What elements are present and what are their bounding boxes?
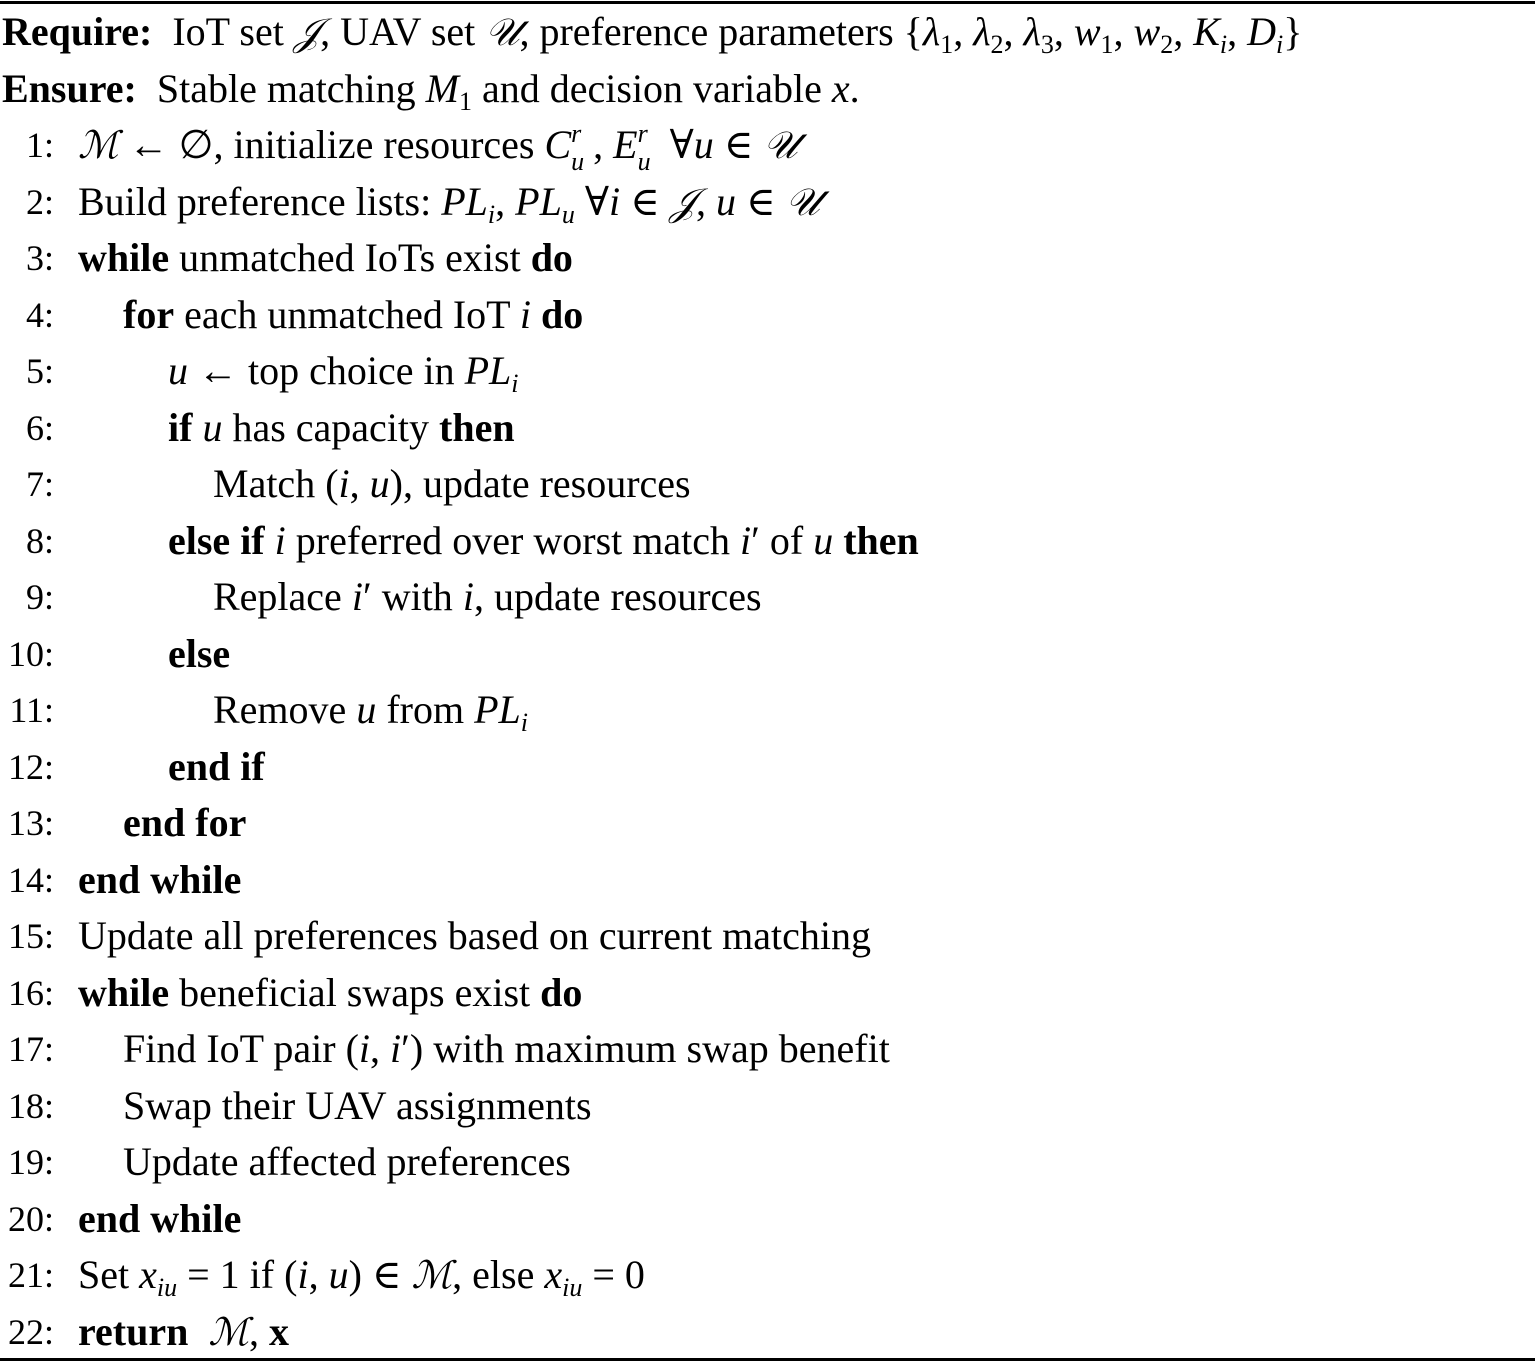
line-number: 5: [25, 351, 54, 391]
require-line [0, 4, 1535, 61]
line-text: Find IoT pair (i, i′) with maximum swap benefit [123, 1026, 890, 1071]
line-number: 9: [25, 577, 54, 617]
line-number: 12: [7, 746, 54, 787]
line-number: 11: [9, 690, 54, 730]
line-text: while beneficial swaps exist do [78, 969, 583, 1015]
algo-line-22 [0, 1304, 1535, 1361]
line-text: Update affected preferences [123, 1139, 571, 1184]
line-text: if u has capacity then [168, 404, 515, 450]
line-text: for each unmatched IoT i do [123, 291, 584, 337]
line-text: Build preference lists: $PL_i$, $PL_u$ ∀i ∈ 𝒥, u ∈ 𝒰 [78, 178, 820, 229]
algo-line-13 [0, 795, 1535, 852]
bottom-rule [0, 1358, 1535, 1361]
line-number: 18: [7, 1085, 54, 1126]
require-label: Require: [2, 9, 153, 54]
ensure-label: Ensure: [2, 65, 137, 111]
require-text: IoT set 𝒥, UAV set 𝒰, preference parameters {$\lambda_1$, $\lambda_2$, $\lambda_3$, $w_1$, $w_2$, $K_i$, $D_i$} [162, 9, 1303, 59]
algo-line-12 [0, 739, 1535, 796]
line-number: 13: [7, 803, 54, 843]
line-text: else [168, 630, 231, 676]
line-text: while unmatched IoTs exist do [78, 235, 573, 280]
line-number: 21: [7, 1255, 54, 1295]
algo-line-21 [0, 1247, 1535, 1304]
algo-line-14 [0, 852, 1535, 909]
ensure-text: Stable matching $M_1$ and decision variable x. [146, 65, 860, 116]
algo-line-8 [0, 513, 1535, 570]
line-number: 19: [7, 1142, 54, 1182]
line-number: 6: [25, 407, 54, 448]
line-text: return ℳ, x [78, 1308, 289, 1354]
algo-line-3 [0, 230, 1535, 287]
algo-line-18 [0, 1078, 1535, 1135]
line-text: Update all preferences based on current matching [78, 913, 871, 958]
line-number: 22: [7, 1311, 54, 1352]
algorithm-block [0, 4, 1535, 1360]
line-text: Match (i, u), update resources [213, 461, 691, 506]
algo-line-5 [0, 343, 1535, 400]
algo-line-1 [0, 117, 1535, 174]
line-number: 4: [25, 294, 54, 335]
line-number: 16: [7, 972, 54, 1013]
algo-line-9 [0, 569, 1535, 626]
algo-line-17 [0, 1021, 1535, 1078]
algo-line-4 [0, 287, 1535, 344]
algo-line-11 [0, 682, 1535, 739]
line-number: 14: [7, 859, 54, 900]
line-text: end if [168, 743, 265, 789]
line-number: 2: [25, 181, 54, 222]
line-number: 20: [7, 1198, 54, 1239]
line-text: Remove u from $PL_i$ [213, 687, 528, 737]
algo-line-10 [0, 626, 1535, 683]
ensure-line [0, 61, 1535, 118]
line-text: u ← top choice in $PL_i$ [168, 348, 519, 398]
algo-line-6 [0, 400, 1535, 457]
algo-line-7 [0, 456, 1535, 513]
line-text: end for [123, 800, 247, 845]
line-text: else if i preferred over worst match i′ of u then [168, 517, 919, 563]
line-number: 7: [25, 464, 54, 504]
line-number: 10: [7, 633, 54, 674]
algo-line-15 [0, 908, 1535, 965]
algo-line-2 [0, 174, 1535, 231]
line-text: end while [78, 1195, 242, 1241]
line-number: 1: [25, 125, 54, 165]
line-number: 17: [7, 1029, 54, 1069]
line-text: Set $x_{iu} = 1$ if (i, u) ∈ ℳ, else $x_{iu} = 0$ [78, 1252, 645, 1302]
line-text: ℳ ← ∅, initialize resources C r u , E r u ∀u ∈ 𝒰 [78, 119, 798, 176]
line-number: 8: [25, 520, 54, 561]
algo-line-16 [0, 965, 1535, 1022]
line-number: 3: [25, 238, 54, 278]
algo-line-20 [0, 1191, 1535, 1248]
line-text: Swap their UAV assignments [123, 1082, 592, 1128]
line-text: Replace i′ with i, update resources [213, 574, 762, 619]
line-text: end while [78, 856, 242, 902]
line-number: 15: [7, 916, 54, 956]
algo-line-19 [0, 1134, 1535, 1191]
